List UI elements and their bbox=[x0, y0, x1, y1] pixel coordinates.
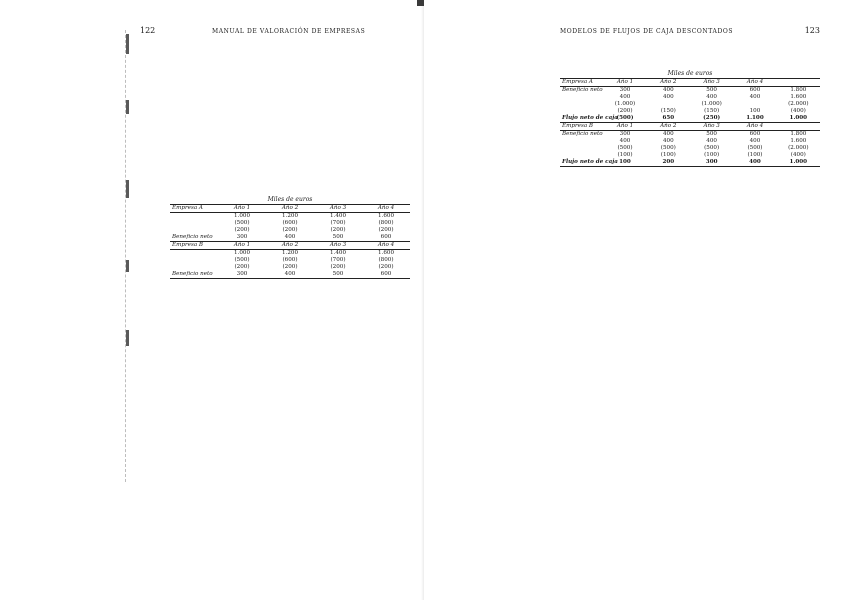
paragraph bbox=[560, 284, 820, 350]
table-cell: 300 bbox=[218, 271, 266, 279]
column-header: Año 1 bbox=[218, 242, 266, 250]
column-header: Año 3 bbox=[690, 123, 733, 131]
table-cell: 400 bbox=[706, 94, 717, 100]
table-cell: 400 bbox=[662, 87, 674, 93]
table-cell: 600 bbox=[362, 271, 410, 279]
table-cell: 100 bbox=[603, 159, 646, 167]
table-row bbox=[560, 115, 820, 123]
row-label bbox=[170, 257, 218, 264]
right-page bbox=[424, 0, 848, 600]
table-cell: (500) bbox=[660, 145, 676, 151]
table-row bbox=[560, 145, 820, 152]
table-cell: (250) bbox=[690, 115, 733, 123]
table-cell bbox=[647, 101, 690, 108]
table-cell: 1.600 bbox=[790, 94, 807, 100]
table-cell: (600) bbox=[282, 220, 298, 226]
column-header: Año 1 bbox=[603, 79, 646, 87]
table-cell: (200) bbox=[330, 264, 346, 270]
table-cell: 1.100 bbox=[733, 115, 776, 123]
row-label bbox=[560, 152, 603, 159]
table-cell: (150) bbox=[660, 108, 676, 114]
table-cell: (2.000) bbox=[788, 101, 809, 107]
table-cell: 1.600 bbox=[377, 250, 394, 256]
page-number: 123 bbox=[804, 26, 820, 35]
row-label: Beneficio neto bbox=[562, 131, 603, 137]
table-cell: 600 bbox=[749, 131, 761, 137]
column-header: Año 2 bbox=[647, 123, 690, 131]
table-row bbox=[560, 152, 820, 159]
table-row bbox=[170, 264, 410, 271]
table-cell: 1.600 bbox=[377, 213, 394, 219]
table-row bbox=[560, 94, 820, 101]
row-label: Beneficio neto bbox=[562, 87, 603, 93]
table-cell: 300 bbox=[690, 159, 733, 167]
paragraph bbox=[560, 40, 820, 56]
column-header: Año 4 bbox=[733, 123, 776, 131]
table-cell: (200) bbox=[282, 264, 298, 270]
column-header: Año 1 bbox=[603, 123, 646, 131]
table-row bbox=[560, 101, 820, 108]
table-row bbox=[170, 213, 410, 221]
table-cell: (200) bbox=[234, 227, 250, 233]
table-cell: (200) bbox=[330, 227, 346, 233]
table-cell: 400 bbox=[619, 94, 631, 100]
table-cell: 300 bbox=[218, 234, 266, 242]
paragraph bbox=[140, 40, 412, 106]
row-label: Flujo neto de caja bbox=[562, 159, 618, 165]
paragraph bbox=[560, 421, 820, 437]
table-cell: (800) bbox=[378, 220, 394, 226]
paragraph bbox=[140, 110, 412, 166]
edge-dash bbox=[126, 100, 129, 114]
right-page-header bbox=[560, 26, 820, 36]
column-header: Año 4 bbox=[733, 79, 776, 87]
table-cell: (500) bbox=[617, 145, 633, 151]
company-header: Empresa B bbox=[170, 242, 218, 250]
table-row bbox=[560, 138, 820, 145]
left-financial-table bbox=[170, 196, 410, 279]
page-edge-strip bbox=[125, 30, 131, 482]
table-cell: (500) bbox=[234, 257, 250, 263]
column-header: Año 3 bbox=[314, 205, 362, 213]
running-title: MODELOS DE FLUJOS DE CAJA DESCONTADOS bbox=[560, 28, 734, 35]
company-header: Empresa A bbox=[560, 79, 603, 87]
column-header: Año 3 bbox=[690, 79, 733, 87]
running-title: MANUAL DE VALORACIÓN DE EMPRESAS bbox=[212, 28, 366, 35]
table-cell: 400 bbox=[733, 159, 776, 167]
row-label bbox=[170, 250, 218, 258]
table-cell: 400 bbox=[662, 94, 674, 100]
table-cell: 400 bbox=[619, 138, 631, 144]
table-cell: 500 bbox=[706, 131, 717, 137]
table-row bbox=[170, 234, 410, 242]
table-cell: (400) bbox=[790, 108, 806, 114]
page-edge-print bbox=[123, 440, 131, 530]
paragraph bbox=[140, 407, 412, 443]
column-header bbox=[777, 79, 820, 87]
table-caption: Miles de euros bbox=[667, 70, 713, 77]
table-cell: 300 bbox=[619, 131, 631, 137]
company-header: Empresa B bbox=[560, 123, 603, 131]
table-cell: 600 bbox=[749, 87, 761, 93]
column-header: Año 3 bbox=[314, 242, 362, 250]
row-label bbox=[560, 101, 603, 108]
table-cell: (700) bbox=[330, 257, 346, 263]
row-label bbox=[170, 227, 218, 234]
edge-dash bbox=[126, 260, 129, 272]
table-cell: 650 bbox=[647, 115, 690, 123]
column-header bbox=[777, 123, 820, 131]
table-cell: 400 bbox=[749, 94, 761, 100]
table bbox=[170, 204, 410, 279]
table-cell: 1.200 bbox=[281, 213, 298, 219]
table-row bbox=[560, 131, 820, 139]
table-cell: 400 bbox=[662, 131, 674, 137]
table-cell: 400 bbox=[266, 234, 314, 242]
table-cell: 1.400 bbox=[329, 213, 346, 219]
table-cell: (2.000) bbox=[788, 145, 809, 151]
table-cell: (200) bbox=[617, 108, 633, 114]
paragraph bbox=[140, 169, 412, 191]
table-cell: 400 bbox=[266, 271, 314, 279]
table-row bbox=[170, 257, 410, 264]
table-cell: (700) bbox=[330, 220, 346, 226]
table-cell: (500) bbox=[704, 145, 720, 151]
row-label bbox=[170, 220, 218, 227]
column-header: Año 4 bbox=[362, 242, 410, 250]
table-cell: 500 bbox=[314, 234, 362, 242]
table-cell: (100) bbox=[747, 152, 763, 158]
row-label: Flujo neto de caja bbox=[562, 115, 618, 121]
table-cell: 600 bbox=[362, 234, 410, 242]
row-label bbox=[170, 264, 218, 271]
table-cell: 1.000 bbox=[233, 213, 250, 219]
table-cell: (200) bbox=[378, 227, 394, 233]
table-cell: 1.400 bbox=[329, 250, 346, 256]
table-cell bbox=[733, 101, 776, 108]
table-cell: (400) bbox=[790, 152, 806, 158]
table-row bbox=[560, 87, 820, 95]
paragraph bbox=[140, 300, 412, 404]
table-cell: 200 bbox=[647, 159, 690, 167]
table-cell: 400 bbox=[706, 138, 717, 144]
right-financial-table bbox=[560, 70, 820, 167]
column-header: Año 2 bbox=[266, 205, 314, 213]
table-cell: 1.000 bbox=[233, 250, 250, 256]
table-row bbox=[170, 220, 410, 227]
table-cell: (600) bbox=[282, 257, 298, 263]
table-cell: (200) bbox=[378, 264, 394, 270]
table-caption: Miles de euros bbox=[267, 196, 313, 203]
paragraph bbox=[560, 198, 820, 280]
table-cell: (500) bbox=[603, 115, 646, 123]
table-cell: 400 bbox=[662, 138, 674, 144]
table-row bbox=[560, 159, 820, 167]
edge-dash bbox=[126, 180, 129, 198]
row-label bbox=[560, 138, 603, 145]
row-label: Beneficio neto bbox=[170, 234, 218, 242]
table-cell: (200) bbox=[234, 264, 250, 270]
table-cell: (1.000) bbox=[614, 101, 636, 107]
table-cell: 500 bbox=[314, 271, 362, 279]
table-cell: 100 bbox=[749, 108, 761, 114]
table-cell: 400 bbox=[749, 138, 761, 144]
edge-dash bbox=[126, 34, 129, 54]
table-cell: 1.800 bbox=[790, 131, 807, 137]
company-header: Empresa A bbox=[170, 205, 218, 213]
row-label: Beneficio neto bbox=[170, 271, 218, 279]
table-cell: 300 bbox=[619, 87, 631, 93]
table-cell: (500) bbox=[747, 145, 763, 151]
table-cell: (150) bbox=[704, 108, 720, 114]
table-row bbox=[170, 271, 410, 279]
table-cell: (500) bbox=[234, 220, 250, 226]
row-label bbox=[560, 94, 603, 101]
table-cell: 1.600 bbox=[790, 138, 807, 144]
column-header: Año 2 bbox=[647, 79, 690, 87]
edge-dash bbox=[126, 330, 129, 346]
table-cell: 500 bbox=[706, 87, 717, 93]
left-page-header bbox=[140, 26, 412, 36]
table-cell: 1.000 bbox=[777, 115, 820, 123]
table-cell: 1.200 bbox=[281, 250, 298, 256]
table-cell: (800) bbox=[378, 257, 394, 263]
table-row bbox=[170, 227, 410, 234]
table bbox=[560, 78, 820, 167]
table-cell: (100) bbox=[617, 152, 633, 158]
table-cell: (100) bbox=[704, 152, 720, 158]
column-header: Año 4 bbox=[362, 205, 410, 213]
paragraph bbox=[560, 354, 820, 418]
row-label bbox=[560, 145, 603, 152]
row-label bbox=[170, 213, 218, 221]
table-cell: 1.000 bbox=[777, 159, 820, 167]
table-cell: (200) bbox=[282, 227, 298, 233]
table-cell: (100) bbox=[660, 152, 676, 158]
table-row bbox=[560, 108, 820, 115]
table-cell: (1.000) bbox=[701, 101, 722, 107]
page-number: 122 bbox=[140, 26, 156, 35]
table-row bbox=[170, 250, 410, 258]
column-header: Año 2 bbox=[266, 242, 314, 250]
table-cell: 1.800 bbox=[790, 87, 807, 93]
row-label bbox=[560, 108, 603, 115]
column-header: Año 1 bbox=[218, 205, 266, 213]
